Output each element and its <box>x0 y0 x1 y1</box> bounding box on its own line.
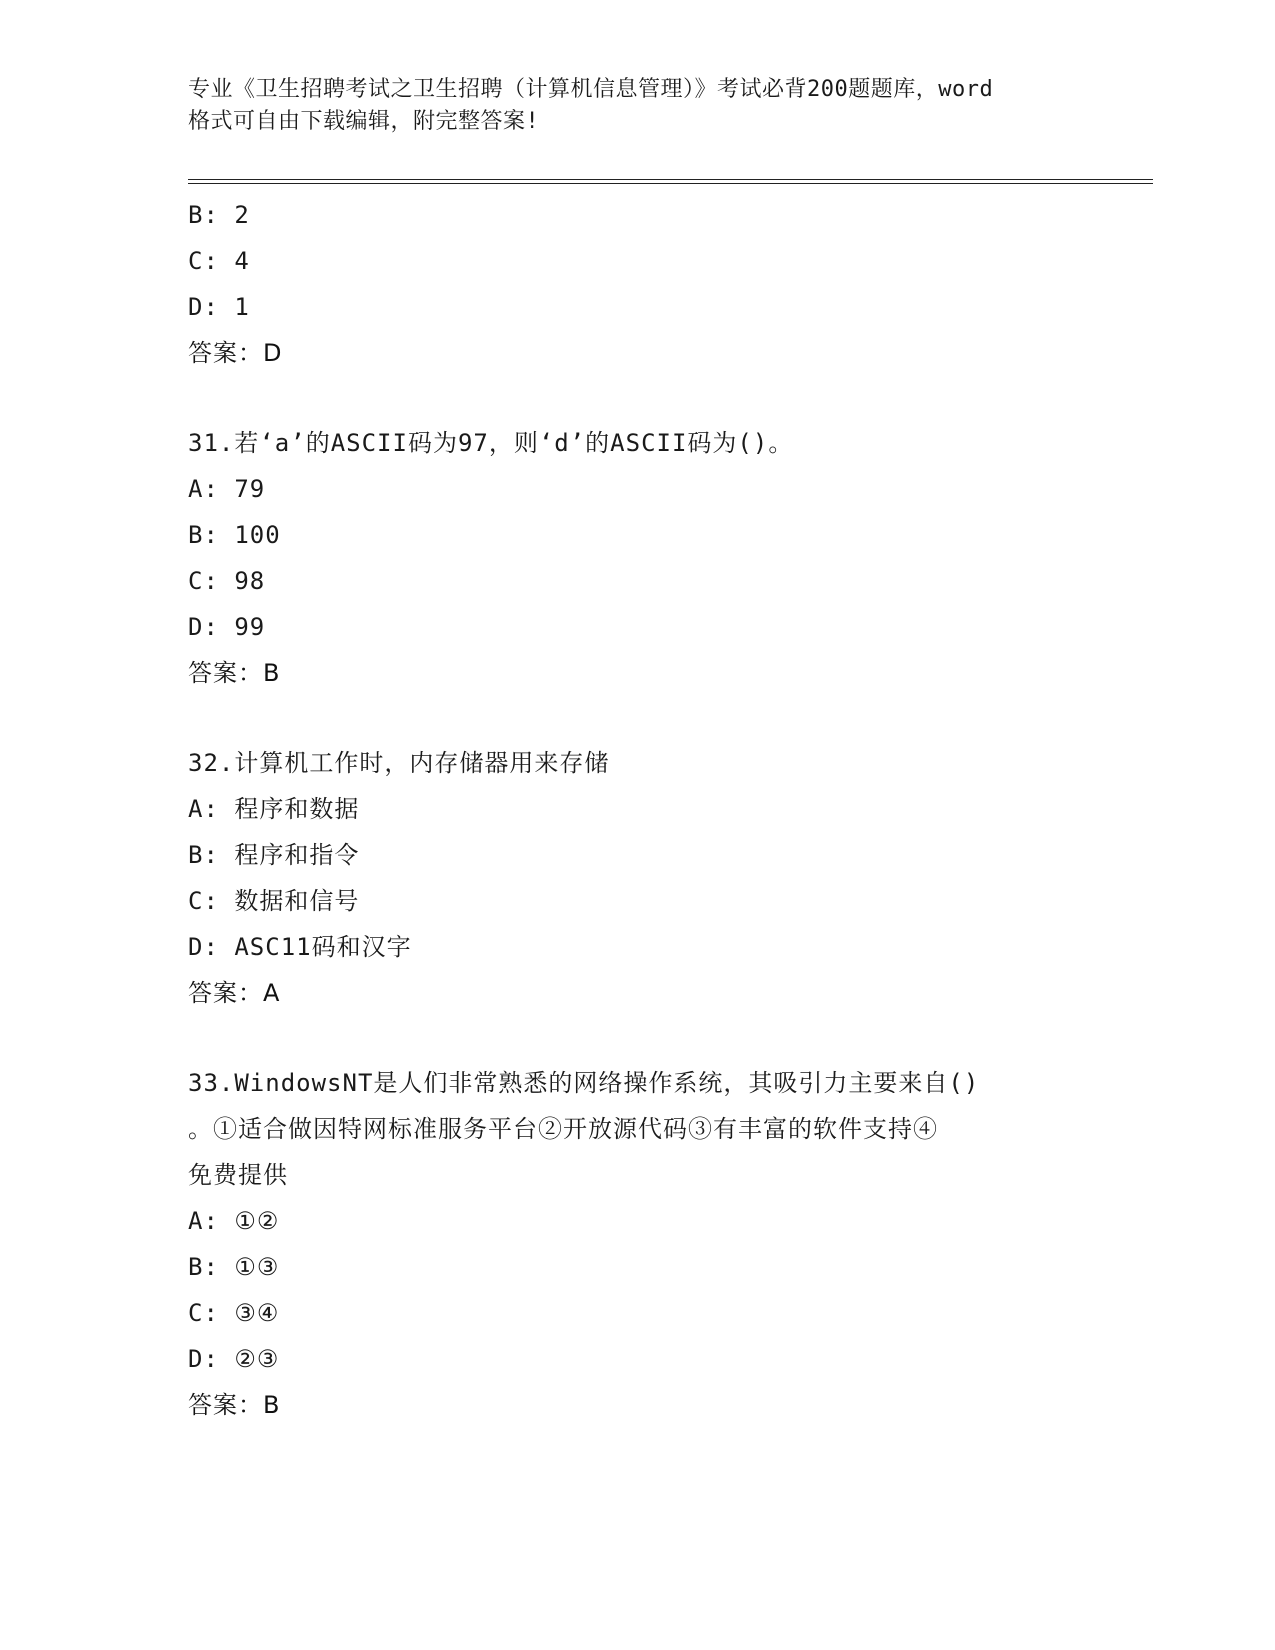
option-label: B: <box>188 1253 219 1281</box>
option-label: D: <box>188 1345 219 1373</box>
question-block-31 <box>188 420 1088 696</box>
option-text: 99 <box>234 613 266 641</box>
option-text: ②③ <box>234 1345 280 1373</box>
option-label: A: <box>188 795 219 823</box>
option-text: ASC11码和汉字 <box>234 933 412 961</box>
option-label: C: <box>188 1299 219 1327</box>
option-text: 100 <box>234 521 281 549</box>
option-text: 数据和信号 <box>234 887 360 915</box>
option-label: B: <box>188 201 219 229</box>
question-text: 33.WindowsNT是人们非常熟悉的网络操作系统，其吸引力主要来自() 。①适合做因特网标准服务平台②开放源代码③有丰富的软件支持④ 免费提供 <box>188 1069 980 1189</box>
option-label: A: <box>188 475 219 503</box>
option-a <box>188 786 1088 832</box>
option-a <box>188 1198 1088 1244</box>
option-text: 98 <box>234 567 266 595</box>
option-b <box>188 832 1088 878</box>
option-c <box>188 1290 1088 1336</box>
question-block-33 <box>188 1060 1088 1428</box>
option-text: 79 <box>234 475 266 503</box>
option-text: ③④ <box>234 1299 280 1327</box>
option-label: A: <box>188 1207 219 1235</box>
option-d <box>188 604 1088 650</box>
option-text: 1 <box>234 293 250 321</box>
answer-line: 答案：B <box>188 659 281 687</box>
option-c <box>188 238 1088 284</box>
option-d <box>188 1336 1088 1382</box>
option-label: D: <box>188 293 219 321</box>
option-b <box>188 1244 1088 1290</box>
option-c <box>188 878 1088 924</box>
option-label: C: <box>188 247 219 275</box>
option-text: ①② <box>234 1207 280 1235</box>
option-d <box>188 284 1088 330</box>
option-b <box>188 192 1088 238</box>
answer-line: 答案：D <box>188 339 283 367</box>
question-list <box>188 192 1088 1428</box>
option-text: ①③ <box>234 1253 280 1281</box>
option-text: 程序和数据 <box>234 795 360 823</box>
spacer <box>188 696 1088 740</box>
option-label: B: <box>188 521 219 549</box>
option-text: 4 <box>234 247 250 275</box>
option-text: 2 <box>234 201 250 229</box>
question-text: 32.计算机工作时，内存储器用来存储 <box>188 749 610 777</box>
question-text: 31.若‘a’的ASCII码为97，则‘d’的ASCII码为()。 <box>188 429 794 457</box>
option-b <box>188 512 1088 558</box>
answer-line: 答案：B <box>188 1391 281 1419</box>
option-d <box>188 924 1088 970</box>
option-label: B: <box>188 841 219 869</box>
option-text: 程序和指令 <box>234 841 360 869</box>
question-block-prev <box>188 192 1088 376</box>
header-divider-top <box>188 179 1153 180</box>
document-header: 专业《卫生招聘考试之卫生招聘（计算机信息管理）》考试必背200题题库，word 格式可自由下载编辑，附完整答案! <box>188 77 994 134</box>
option-label: D: <box>188 933 219 961</box>
option-label: C: <box>188 887 219 915</box>
question-block-32 <box>188 740 1088 1016</box>
option-a <box>188 466 1088 512</box>
spacer <box>188 1016 1088 1060</box>
option-label: C: <box>188 567 219 595</box>
option-label: D: <box>188 613 219 641</box>
header-divider-bottom <box>188 183 1153 184</box>
spacer <box>188 376 1088 420</box>
answer-line: 答案：A <box>188 979 281 1007</box>
option-c <box>188 558 1088 604</box>
